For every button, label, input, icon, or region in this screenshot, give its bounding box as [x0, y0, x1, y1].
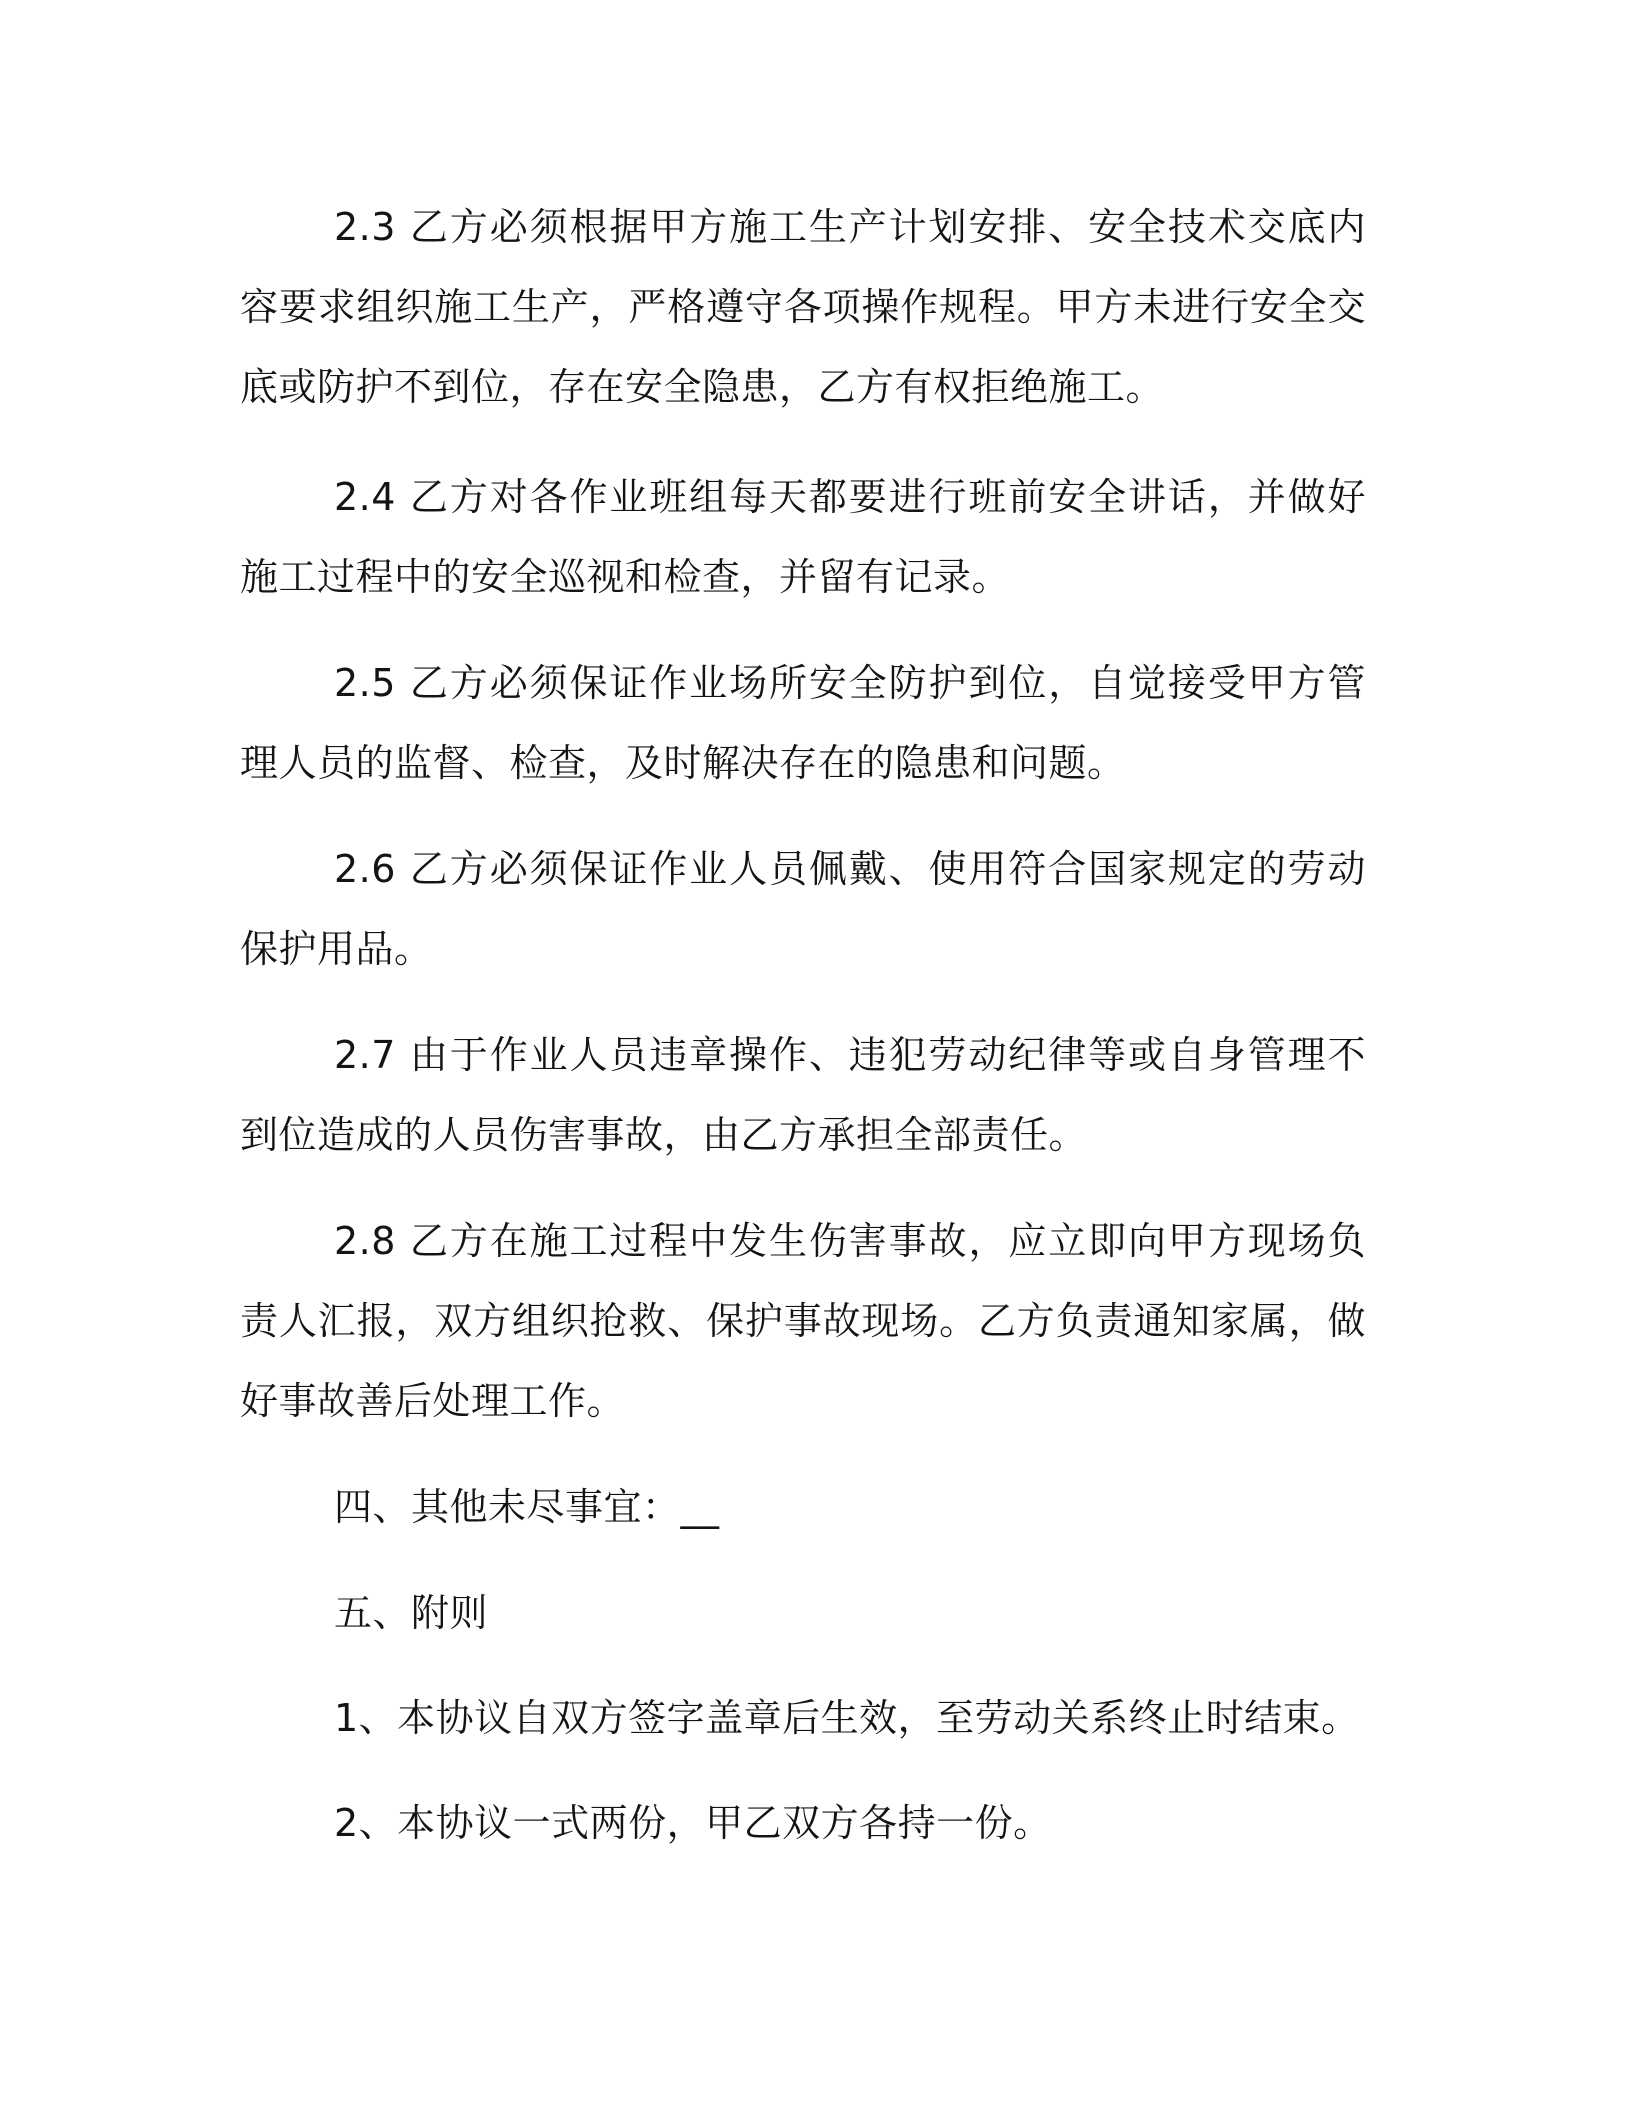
section-four-heading: 四、其他未尽事宜：__ [334, 1485, 720, 1529]
appendix-item-2: 2、本协议一式两份，甲乙双方各持一份。 [334, 1801, 1052, 1845]
clause-2-5: 2.5 乙方必须保证作业场所安全防护到位，自觉接受甲方管理人员的监督、检查，及时解决存在的隐患和问题。 [240, 661, 1366, 785]
appendix-item-1: 1、本协议自双方签字盖章后生效，至劳动关系终止时结束。 [334, 1696, 1360, 1740]
clause-2-3: 2.3 乙方必须根据甲方施工生产计划安排、安全技术交底内容要求组织施工生产，严格遵守各项操作规程。甲方未进行安全交底或防护不到位，存在安全隐患，乙方有权拒绝施工。 [240, 205, 1366, 409]
document-body [240, 187, 1366, 1863]
clause-2-8: 2.8 乙方在施工过程中发生伤害事故，应立即向甲方现场负责人汇报，双方组织抢救、保护事故现场。乙方负责通知家属，做好事故善后处理工作。 [240, 1219, 1366, 1423]
clause-2-7: 2.7 由于作业人员违章操作、违犯劳动纪律等或自身管理不到位造成的人员伤害事故，由乙方承担全部责任。 [240, 1033, 1366, 1157]
section-five-heading: 五、附则 [334, 1591, 489, 1635]
clause-2-6: 2.6 乙方必须保证作业人员佩戴、使用符合国家规定的劳动保护用品。 [240, 847, 1366, 971]
clause-2-4: 2.4 乙方对各作业班组每天都要进行班前安全讲话，并做好施工过程中的安全巡视和检查，并留有记录。 [240, 475, 1366, 599]
